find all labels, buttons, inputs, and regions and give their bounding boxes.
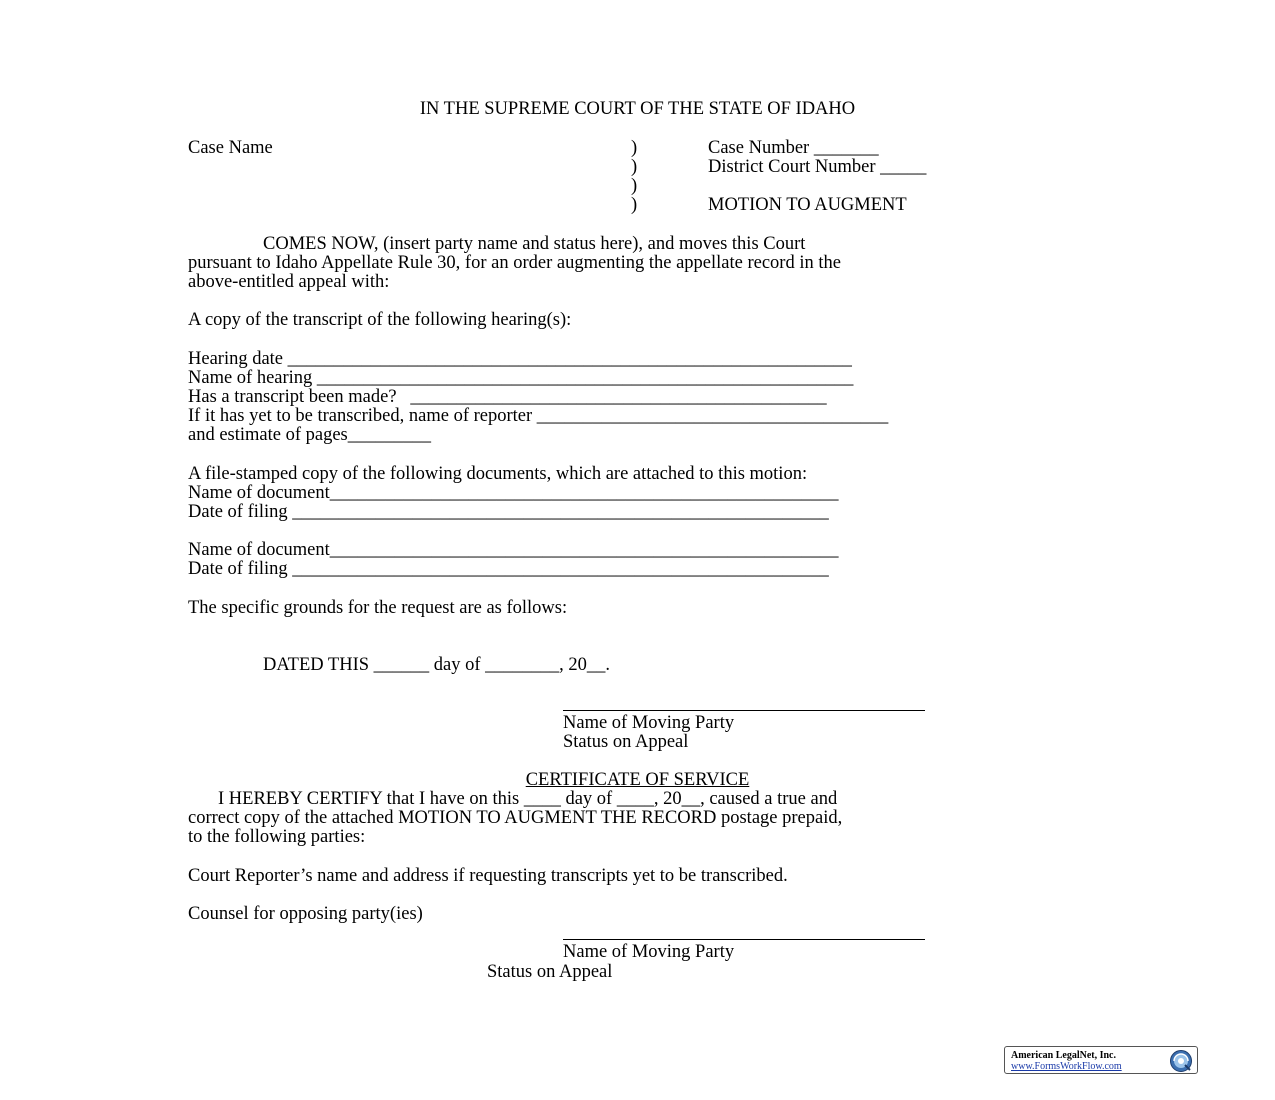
globe-logo-icon xyxy=(1169,1049,1193,1073)
motion-title: MOTION TO AUGMENT xyxy=(708,195,907,215)
district-court-number-field: District Court Number _____ xyxy=(708,157,927,177)
document-name-field: Name of document_______________________________________________________ xyxy=(188,483,839,503)
case-name-label: Case Name xyxy=(188,138,273,158)
certificate-line: correct copy of the attached MOTION TO AUGMENT THE RECORD postage prepaid, xyxy=(188,808,843,828)
case-number-field: Case Number _______ xyxy=(708,138,879,158)
signature-line xyxy=(563,710,925,711)
certificate-line: I HEREBY CERTIFY that I have on this ____ day of ____, 20__, caused a true and xyxy=(218,789,838,809)
transcript-intro: A copy of the transcript of the following hearing(s): xyxy=(188,310,572,330)
reporter-name-field: If it has yet to be transcribed, name of reporter ______________________________________ xyxy=(188,406,889,426)
caption-paren: ) xyxy=(631,176,638,196)
certificate-heading: CERTIFICATE OF SERVICE xyxy=(525,770,750,790)
dated-line: DATED THIS ______ day of ________, 20__. xyxy=(263,655,611,675)
court-reporter-text: Court Reporter’s name and address if requesting transcripts yet to be transcribed. xyxy=(188,866,788,886)
estimate-pages-field: and estimate of pages_________ xyxy=(188,425,432,445)
transcript-made-field: Has a transcript been made? _____________________________________________ xyxy=(188,387,827,407)
badge-url-link[interactable]: www.FormsWorkFlow.com xyxy=(1011,1061,1122,1072)
documents-intro: A file-stamped copy of the following documents, which are attached to this motion: xyxy=(188,464,808,484)
moving-party-name: Name of Moving Party xyxy=(563,942,735,962)
caption-paren: ) xyxy=(631,138,638,158)
hearing-name-field: Name of hearing __________________________________________________________ xyxy=(188,368,854,388)
signature-line xyxy=(563,939,925,940)
grounds-text: The specific grounds for the request are as follows: xyxy=(188,598,568,618)
hearing-date-field: Hearing date _____________________________________________________________ xyxy=(188,349,852,369)
american-legalnet-badge[interactable] xyxy=(1004,1046,1198,1074)
counsel-text: Counsel for opposing party(ies) xyxy=(188,904,423,924)
intro-line: pursuant to Idaho Appellate Rule 30, for an order augmenting the appellate record in the xyxy=(188,253,841,273)
badge-company: American LegalNet, Inc. xyxy=(1011,1050,1116,1061)
caption-paren: ) xyxy=(631,195,638,215)
caption-paren: ) xyxy=(631,157,638,177)
certificate-line: to the following parties: xyxy=(188,827,366,847)
intro-line: above-entitled appeal with: xyxy=(188,272,390,292)
document-name-field: Name of document_______________________________________________________ xyxy=(188,540,839,560)
moving-party-status: Status on Appeal xyxy=(487,962,613,982)
moving-party-name: Name of Moving Party xyxy=(563,713,735,733)
court-title: IN THE SUPREME COURT OF THE STATE OF IDAHO xyxy=(419,99,856,119)
date-of-filing-field: Date of filing __________________________________________________________ xyxy=(188,502,829,522)
moving-party-status: Status on Appeal xyxy=(563,732,689,752)
date-of-filing-field: Date of filing __________________________________________________________ xyxy=(188,559,829,579)
intro-line: COMES NOW, (insert party name and status here), and moves this Court xyxy=(263,234,806,254)
